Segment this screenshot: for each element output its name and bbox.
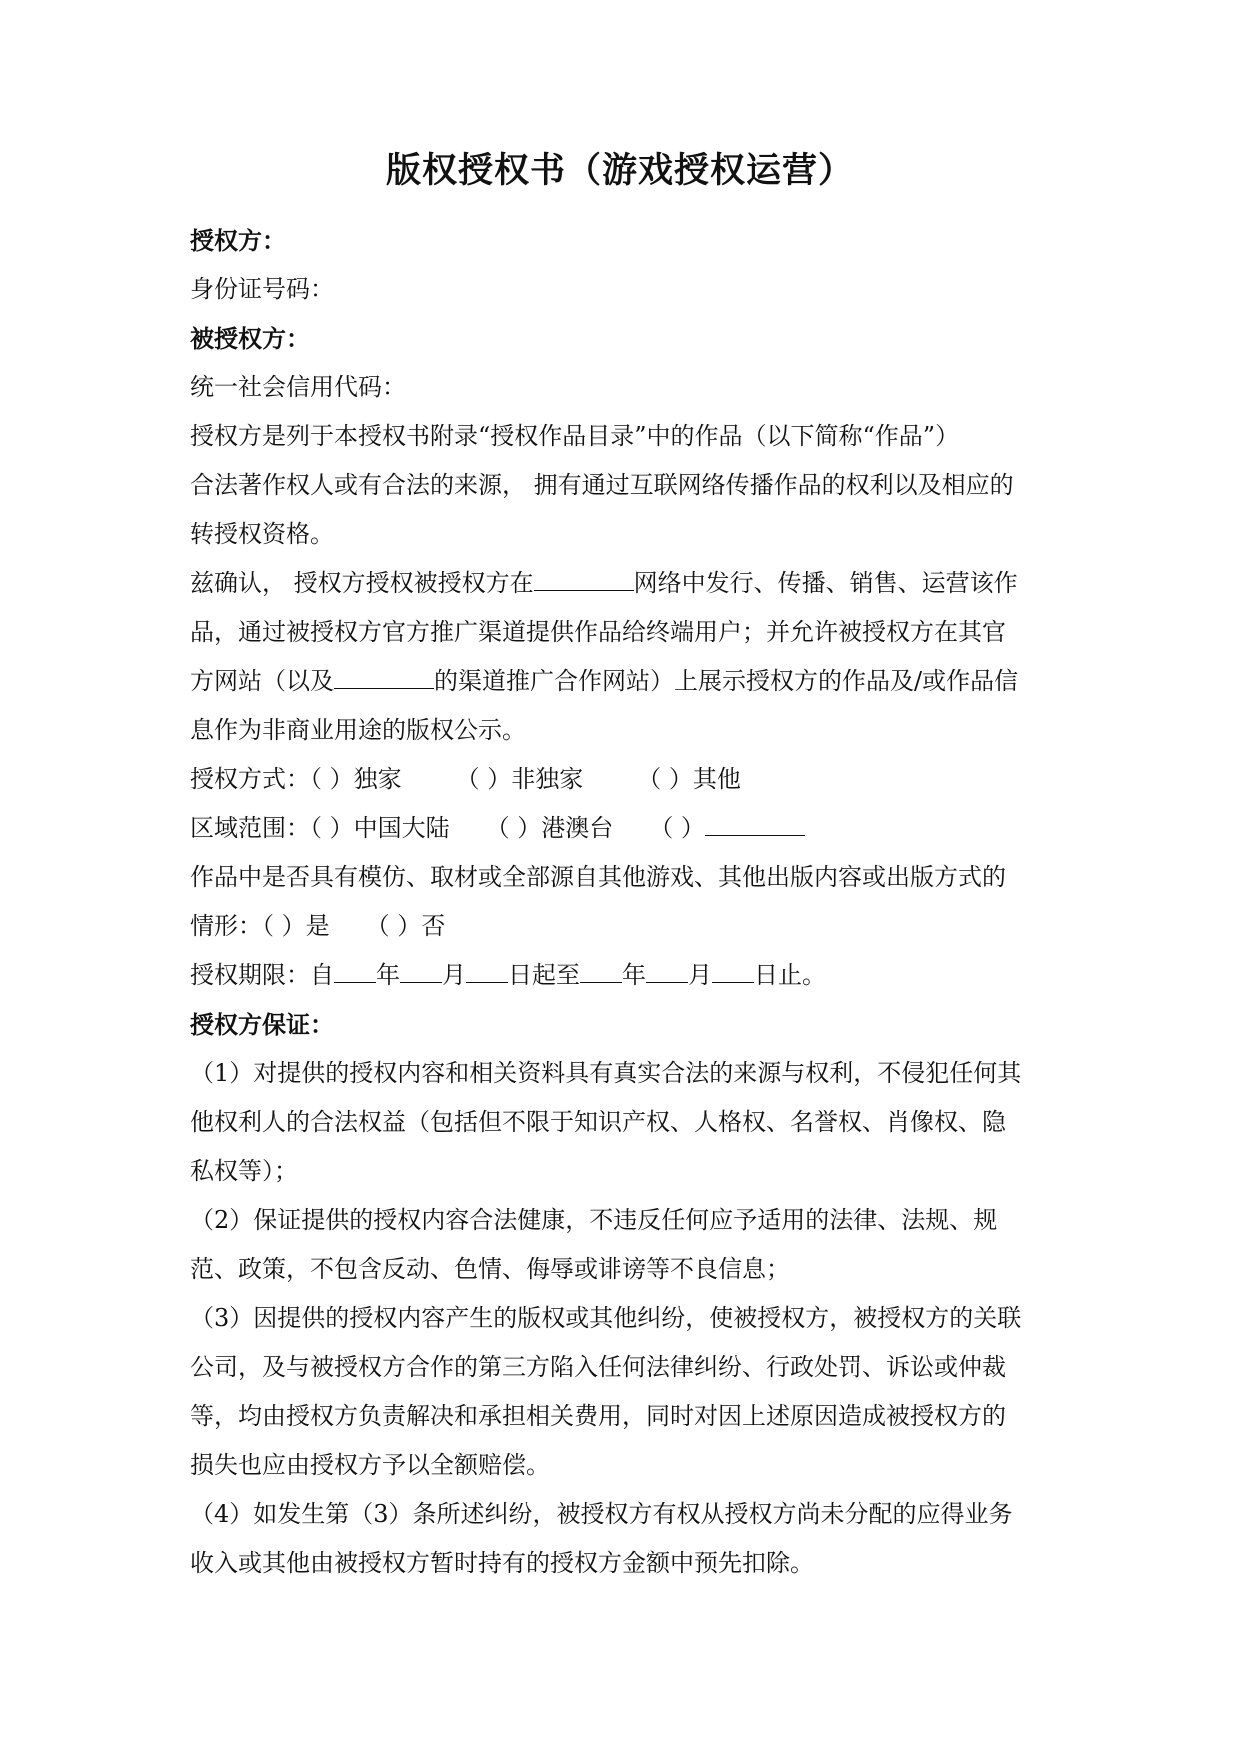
confirm-line: 息作为非商业用途的版权公示。 <box>190 716 526 744</box>
licensor-label: 授权方： <box>190 226 286 255</box>
region-blank[interactable] <box>705 805 805 836</box>
confirm-text: 的渠道推广合作网站）上展示授权方的作品及/或作品信 <box>434 667 1019 695</box>
term-label: 授权期限：自 <box>190 961 334 989</box>
network-blank[interactable] <box>534 560 634 591</box>
end-month-blank[interactable] <box>646 952 688 983</box>
clause-line: 收入或其他由被授权方暂时持有的授权方金额中预先扣除。 <box>190 1549 814 1577</box>
document-title: 版权授权书（游戏授权运营） <box>385 150 854 191</box>
licensee-label: 被授权方： <box>190 324 310 353</box>
checkbox-non-exclusive[interactable]: （ ）非独家 <box>455 765 584 793</box>
clause-line: （4）如发生第（3）条所述纠纷，被授权方有权从授权方尚未分配的应得业务 <box>190 1500 1013 1528</box>
clause-line: 范、政策，不包含反动、色情、侮辱或诽谤等不良信息； <box>190 1255 790 1283</box>
auth-method-label: 授权方式： <box>190 765 310 793</box>
clause-line: 公司，及与被授权方合作的第三方陷入任何法律纠纷、行政处罚、诉讼或仲裁 <box>190 1353 1006 1381</box>
region-label: 区域范围： <box>190 814 310 842</box>
checkbox-yes[interactable]: （ ）是 <box>262 912 330 940</box>
term-row <box>190 951 1070 1000</box>
end-year-blank[interactable] <box>580 952 622 983</box>
checkbox-no[interactable]: （ ）否 <box>365 912 446 940</box>
term-month: 月 <box>442 961 466 989</box>
term-to: 日止。 <box>754 961 826 989</box>
imitation-row <box>190 902 1070 951</box>
credit-code-label: 统一社会信用代码： <box>190 373 406 401</box>
intro-line: 授权方是列于本授权书附录“授权作品目录”中的作品（以下简称“作品”） <box>190 422 960 450</box>
confirm-text: 兹确认， 授权方授权被授权方在 <box>190 569 534 597</box>
confirm-line <box>190 559 1070 608</box>
region-row <box>190 804 1070 853</box>
term-year: 年 <box>376 961 400 989</box>
clause-line: （2）保证提供的授权内容合法健康，不违反任何应予适用的法律、法规、规 <box>190 1206 998 1234</box>
checkbox-other[interactable]: （ ）其他 <box>637 765 741 793</box>
document-body <box>190 216 1070 1588</box>
id-number-label: 身份证号码： <box>190 275 334 303</box>
imitation-line: 作品中是否具有模仿、取材或全部源自其他游戏、其他出版内容或出版方式的 <box>190 863 1006 891</box>
clause-line: 等，均由授权方负责解决和承担相关费用，同时对因上述原因造成被授权方的 <box>190 1402 1006 1430</box>
checkbox-exclusive[interactable]: （ ）独家 <box>310 765 402 793</box>
clause-line: 损失也应由授权方予以全额赔偿。 <box>190 1451 550 1479</box>
end-day-blank[interactable] <box>712 952 754 983</box>
clause-line: （3）因提供的授权内容产生的版权或其他纠纷，使被授权方，被授权方的关联 <box>190 1304 1022 1332</box>
confirm-line: 品，通过被授权方官方推广渠道提供作品给终端用户；并允许被授权方在其官 <box>190 618 1006 646</box>
clause-line: 他权利人的合法权益（包括但不限于知识产权、人格权、名誉权、肖像权、隐 <box>190 1108 1006 1136</box>
start-year-blank[interactable] <box>334 952 376 983</box>
term-from: 日起至 <box>508 961 580 989</box>
channel-blank[interactable] <box>334 658 434 689</box>
guarantee-heading: 授权方保证： <box>190 1010 334 1039</box>
clause-line: （1）对提供的授权内容和相关资料具有真实合法的来源与权利，不侵犯任何其 <box>190 1059 1022 1087</box>
confirm-text: 网络中发行、传播、销售、运营该作 <box>633 569 1018 597</box>
imitation-label: 情形： <box>190 912 262 940</box>
term-month: 月 <box>688 961 712 989</box>
term-year: 年 <box>622 961 646 989</box>
start-month-blank[interactable] <box>400 952 442 983</box>
checkbox-region-other[interactable]: （ ） <box>649 814 705 842</box>
clause-line: 私权等）； <box>190 1157 298 1185</box>
intro-line: 合法著作权人或有合法的来源， 拥有通过互联网络传播作品的权利以及相应的 <box>190 471 1014 499</box>
confirm-text: 方网站（以及 <box>190 667 334 695</box>
auth-method-row <box>190 755 1070 804</box>
intro-line: 转授权资格。 <box>190 520 334 548</box>
start-day-blank[interactable] <box>466 952 508 983</box>
checkbox-mainland[interactable]: （ ）中国大陆 <box>310 814 450 842</box>
checkbox-hk-macau-tw[interactable]: （ ）港澳台 <box>485 814 614 842</box>
confirm-line <box>190 657 1070 706</box>
